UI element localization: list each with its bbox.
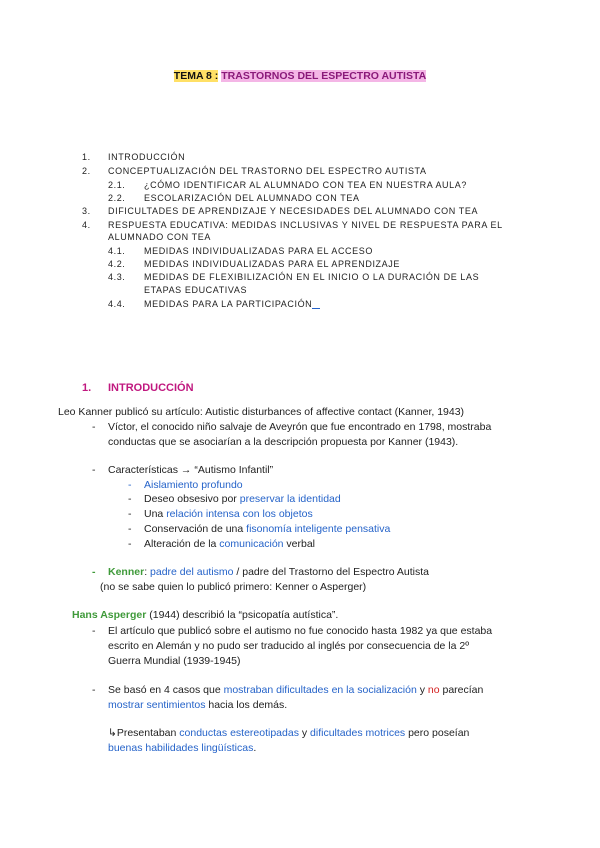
toc-item: ESCOLARIZACIÓN DEL ALUMNADO CON TEA bbox=[144, 193, 360, 203]
toc-num: 2.1. bbox=[108, 180, 126, 190]
toc-item: MEDIDAS INDIVIDUALIZADAS PARA EL ACCESO bbox=[144, 246, 373, 256]
bullet-dash: - bbox=[92, 566, 96, 578]
caracteristicas: Características → “Autismo Infantil” bbox=[108, 464, 274, 476]
toc-item: RESPUESTA EDUCATIVA: MEDIDAS INCLUSIVAS Y NIVEL DE RESPUESTA PARA EL bbox=[108, 220, 503, 230]
characteristic-item: Aislamiento profundo bbox=[144, 479, 243, 491]
section-number: 1. bbox=[82, 382, 92, 394]
bullet-dash: - bbox=[128, 523, 132, 535]
asperger-presentaban: buenas habilidades lingüísticas. bbox=[108, 742, 257, 754]
bullet-dash: - bbox=[92, 421, 96, 433]
bullet-dash: - bbox=[128, 508, 132, 520]
toc-item: INTRODUCCIÓN bbox=[108, 152, 186, 162]
title-main: TRASTORNOS DEL ESPECTRO AUTISTA bbox=[221, 70, 427, 82]
asperger-presentaban: ↳Presentaban conductas estereotipadas y dificultades motrices pero poseían bbox=[108, 727, 470, 739]
toc-item: MEDIDAS DE FLEXIBILIZACIÓN EN EL INICIO O LA DURACIÓN DE LAS bbox=[144, 272, 480, 282]
asperger-cases: Se basó en 4 casos que mostraban dificultades en la socialización y no parecían bbox=[108, 684, 484, 696]
toc-num: 4.3. bbox=[108, 272, 126, 282]
toc-item: CONCEPTUALIZACIÓN DEL TRASTORNO DEL ESPECTRO AUTISTA bbox=[108, 166, 427, 176]
characteristic-item: Alteración de la comunicación verbal bbox=[144, 538, 316, 550]
asperger-text: escrito en Alemán y no pudo ser traducido al inglés por consecuencia de la 2º bbox=[108, 640, 470, 652]
characteristic-item: Deseo obsesivo por preservar la identidad bbox=[144, 493, 341, 505]
toc-item: DIFICULTADES DE APRENDIZAJE Y NECESIDADES DEL ALUMNADO CON TEA bbox=[108, 206, 479, 216]
toc-num: 4.4. bbox=[108, 299, 126, 309]
toc-item: MEDIDAS INDIVIDUALIZADAS PARA EL APRENDIZAJE bbox=[144, 259, 400, 269]
toc-num: 2. bbox=[82, 166, 91, 176]
characteristic-item: Conservación de una fisonomía inteligente pensativa bbox=[144, 523, 391, 535]
toc-num: 4. bbox=[82, 220, 91, 230]
toc-num: 4.1. bbox=[108, 246, 126, 256]
characteristic-item: Una relación intensa con los objetos bbox=[144, 508, 313, 520]
bullet-dash: - bbox=[92, 684, 96, 696]
bullet-dash: - bbox=[92, 464, 96, 476]
title-prefix: TEMA 8 : bbox=[173, 70, 219, 82]
bullet-dash: - bbox=[128, 479, 132, 491]
toc-item: MEDIDAS PARA LA PARTICIPACIÓN bbox=[144, 299, 320, 309]
kanner-line: Kenner: padre del autismo / padre del Trastorno del Espectro Autista bbox=[108, 566, 430, 578]
toc-num: 4.2. bbox=[108, 259, 126, 269]
victor-line: conductas que se asociarían a la descripción propuesta por Kanner (1943). bbox=[108, 436, 459, 448]
bullet-dash: - bbox=[128, 538, 132, 550]
return-arrow-icon: ↳ bbox=[108, 727, 117, 739]
asperger-cases: mostrar sentimientos hacia los demás. bbox=[108, 699, 288, 711]
bullet-dash: - bbox=[128, 493, 132, 505]
toc-item: ¿CÓMO IDENTIFICAR AL ALUMNADO CON TEA EN NUESTRA AULA? bbox=[144, 180, 467, 190]
asperger-line: Hans Asperger (1944) describió la “psicopatía autística”. bbox=[72, 609, 339, 621]
section-title: INTRODUCCIÓN bbox=[108, 382, 194, 394]
asperger-text: Guerra Mundial (1939-1945) bbox=[108, 655, 241, 667]
asperger-text: El artículo que publicó sobre el autismo no fue conocido hasta 1982 ya que estaba bbox=[108, 625, 493, 637]
victor-line: Víctor, el conocido niño salvaje de Aveyrón que fue encontrado en 1798, mostraba bbox=[108, 421, 492, 433]
toc-num: 2.2. bbox=[108, 193, 126, 203]
toc-num: 1. bbox=[82, 152, 91, 162]
kanner-intro: Leo Kanner publicó su artículo: Autistic disturbances of affective contact (Kanner, 1943) bbox=[58, 406, 465, 418]
toc-item: ALUMNADO CON TEA bbox=[108, 232, 211, 242]
bullet-dash: - bbox=[92, 625, 96, 637]
text-cursor bbox=[312, 299, 320, 309]
toc-item: ETAPAS EDUCATIVAS bbox=[144, 285, 248, 295]
toc-num: 3. bbox=[82, 206, 91, 216]
kanner-note: (no se sabe quien lo publicó primero: Kenner o Asperger) bbox=[100, 581, 367, 593]
page-title bbox=[0, 70, 600, 82]
